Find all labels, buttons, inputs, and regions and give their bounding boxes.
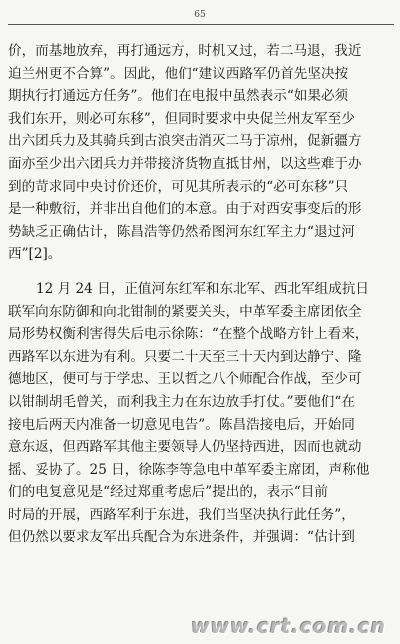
- watermark: www.crt.com.cn: [191, 614, 386, 638]
- text-line: 以钳制胡毛曾关，而利我主力在东边放手打仗。”要他们“在: [8, 393, 355, 410]
- text-line: 时局的开展，西路军利于东进，我们当坚决执行此任务”，: [8, 506, 355, 523]
- text-line: 接电后两天内准备一切意见电告”。陈昌浩接电后，开始同: [8, 416, 355, 433]
- text-line: 迫兰州更不合算”。因此，他们“建议西路军仍首先坚决按: [8, 65, 349, 82]
- text-line: 局形势权衡利害得失后电示徐陈：“在整个战略方针上看来，: [8, 326, 369, 343]
- text-line: 我们东开，则必可东移”，但同时要求中央促兰州友军至少: [8, 110, 355, 127]
- text-line: 12 月 24 日，正值河东红军和东北军、西北军组成抗日: [36, 280, 370, 297]
- paragraph-1: [8, 40, 394, 266]
- text-line: 西路军以东进为有利。只要二十天至三十天内到达静宁、隆: [8, 348, 362, 365]
- text-line: 们的电复意见是“经过郑重考虑后”提出的，表示“目前: [8, 484, 328, 501]
- paragraph-gap: [8, 266, 394, 278]
- text-line: 德地区，便可与于学忠、王以哲之八个师配合作战，至少可: [8, 371, 362, 388]
- text-line: 联军向东防御和向北钳制的紧要关头，中革军委主席团依全: [8, 303, 362, 320]
- text-body: [8, 40, 394, 549]
- text-line: 意东返，但西路军其他主要领导人仍坚持西进，因而也就动: [8, 439, 362, 456]
- text-line: 期执行打通远方任务”。他们在电报中虽然表示“如果必须: [8, 88, 349, 105]
- text-line: 是一种敷衍，并非出自他们的本意。由于对西安事变后的形: [8, 201, 362, 218]
- text-line: 势缺乏正确估计，陈昌浩等仍然希图河东红军主力“退过河: [8, 223, 355, 240]
- text-line: 面亦至少出六团兵力并带接济货物直抵甘州，以这些难于办: [8, 155, 362, 172]
- text-line: 到的苛求同中央讨价还价，可见其所表示的“必可东移”只: [8, 178, 349, 195]
- text-line: 但仍然以要求友军出兵配合为东进条件，并强调：“估计到: [8, 529, 355, 546]
- text-line: 出六团兵力及其骑兵到古浪突击消灭二马于凉州，促新疆方: [8, 133, 362, 150]
- header-rule: [8, 24, 394, 25]
- text-line: 西”[2]。: [8, 246, 62, 263]
- paragraph-2: [8, 278, 394, 549]
- text-line: 价，而基地放弃，再打通远方，时机又过，若二马退，我近: [8, 43, 362, 59]
- text-line: 摇、妥协了。25 日，徐陈李等急电中革军委主席团，声称他: [8, 461, 370, 478]
- page-number: 65: [194, 10, 206, 20]
